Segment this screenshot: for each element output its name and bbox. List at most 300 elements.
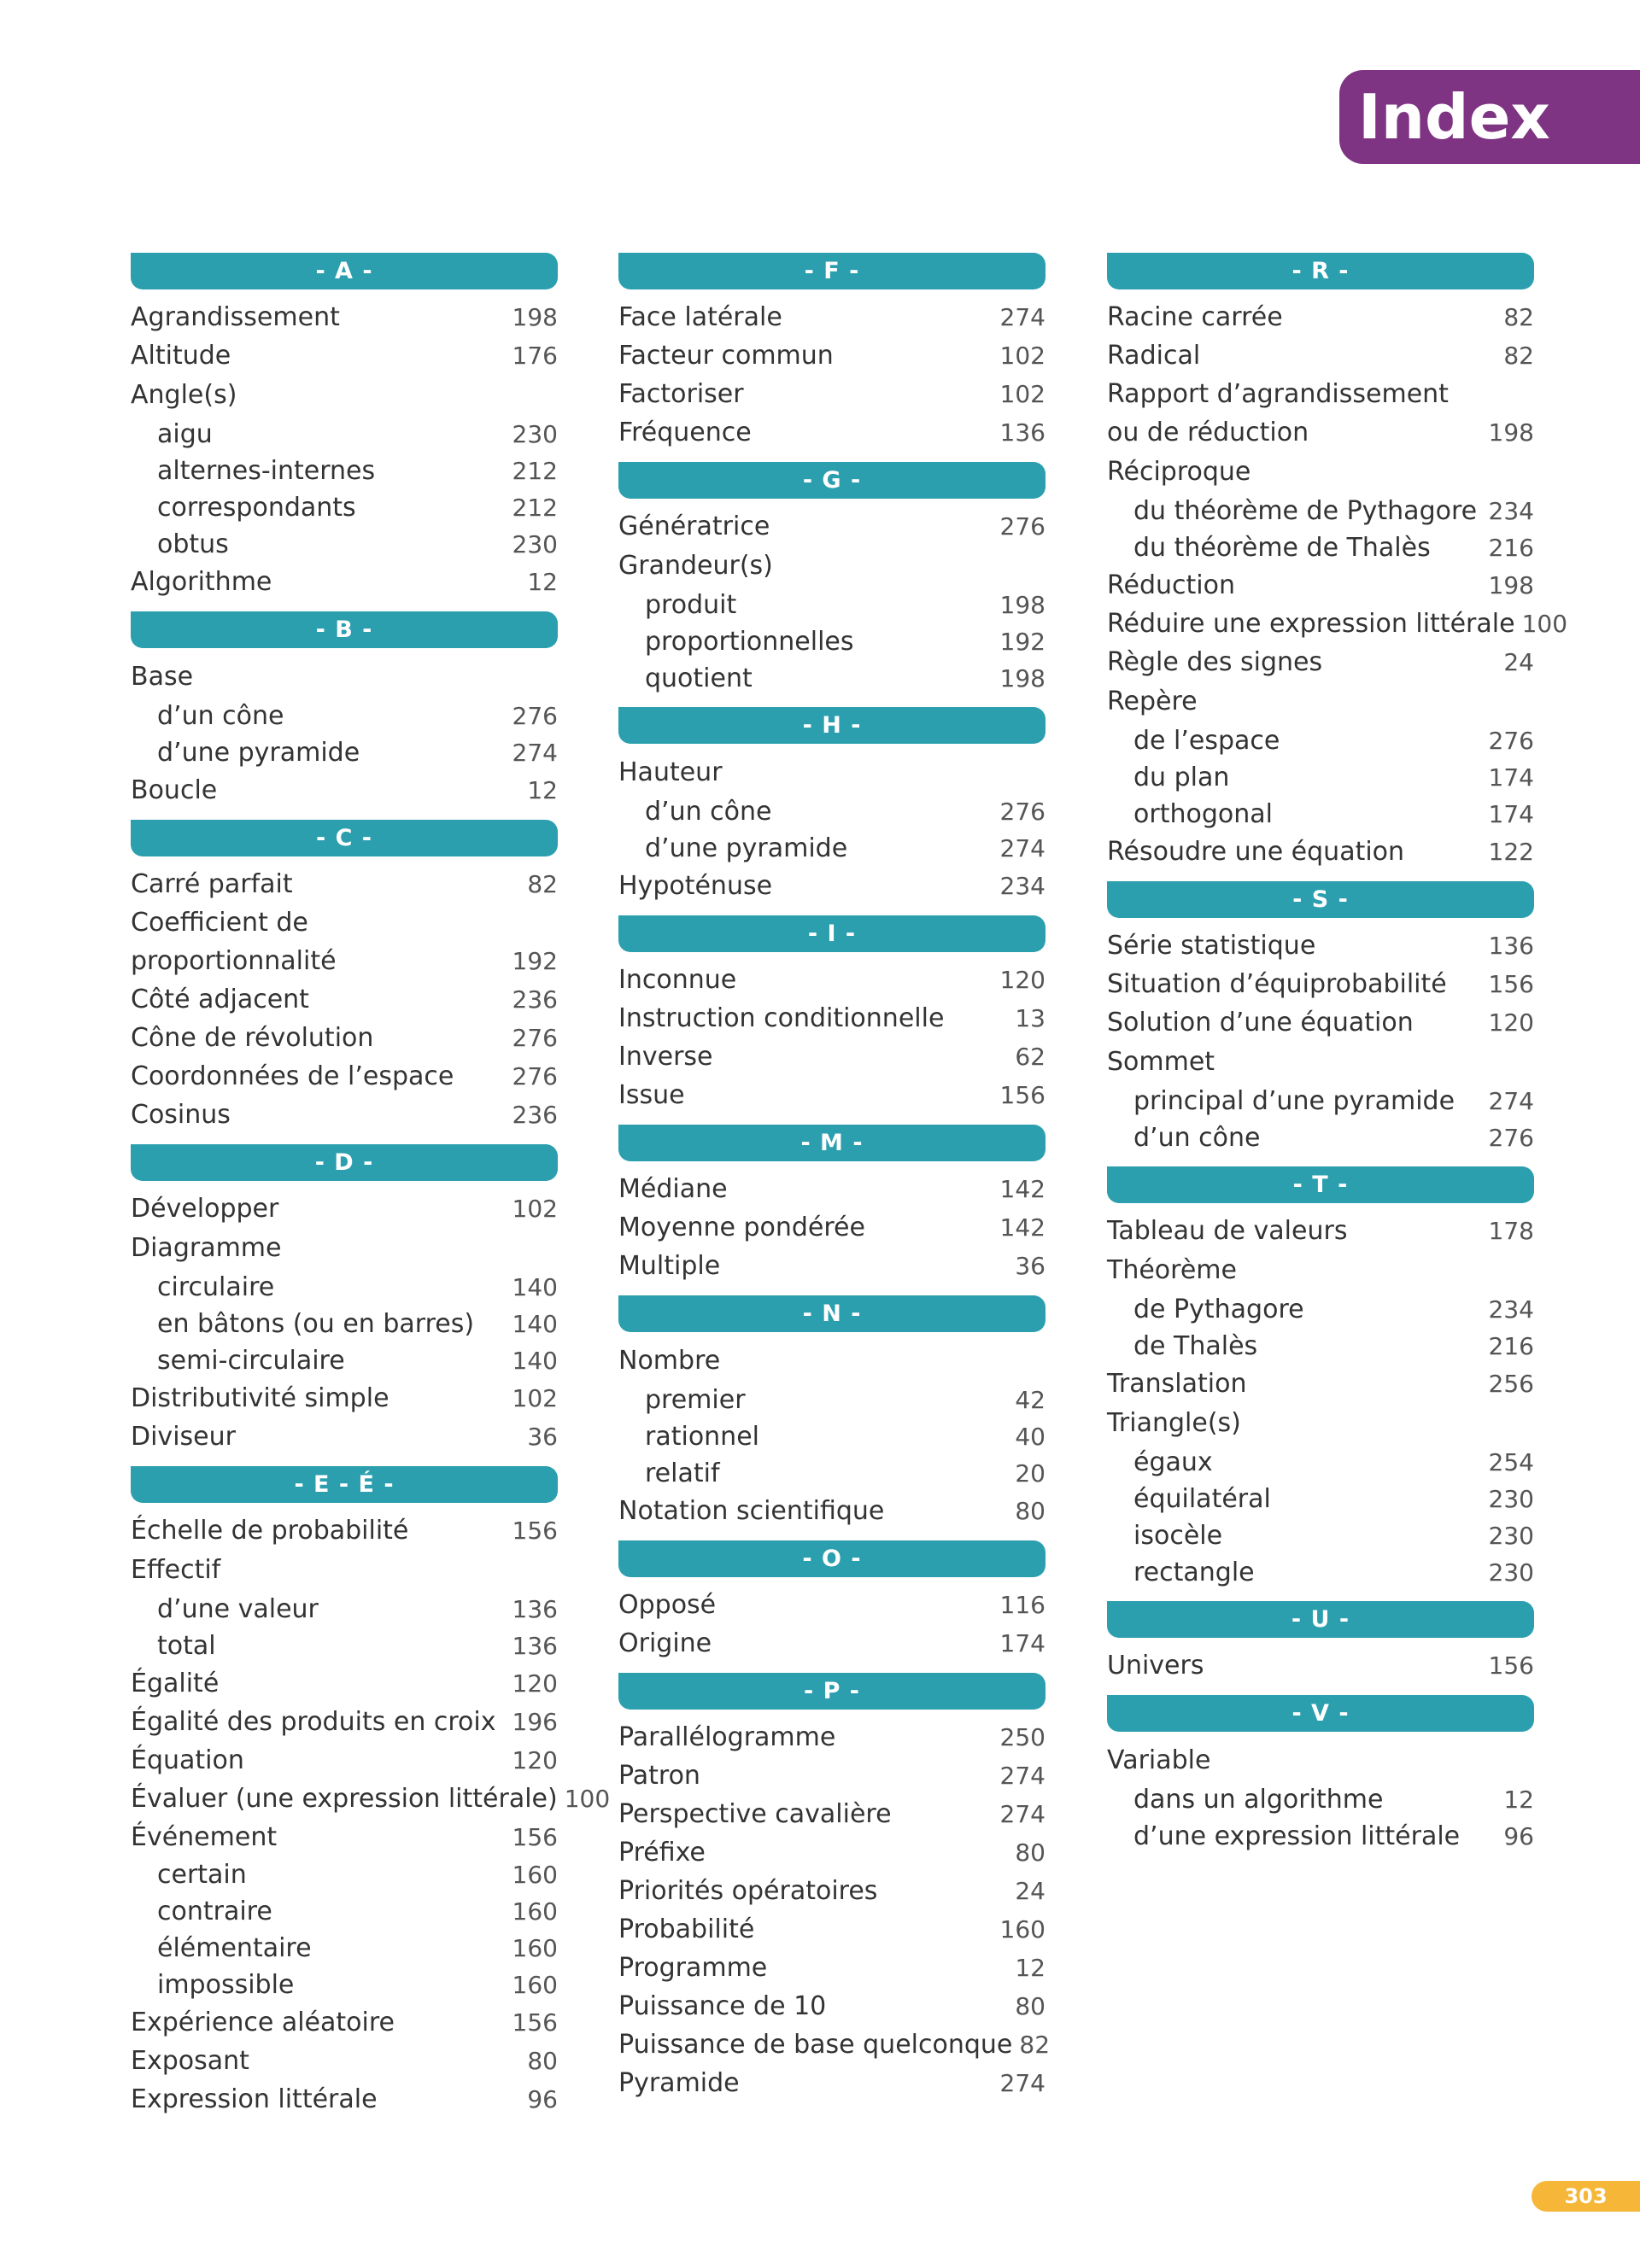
entry-term: Diagramme — [131, 1233, 282, 1263]
index-entry — [131, 1818, 558, 1856]
entry-term: Altitude — [131, 341, 231, 371]
letter-section — [1107, 881, 1534, 1156]
subentry-list — [618, 587, 1046, 697]
index-subentry — [645, 623, 1046, 660]
index-column — [1107, 253, 1568, 1865]
entry-page: 274 — [999, 2069, 1046, 2097]
entry-page: 160 — [512, 1971, 558, 1999]
index-entry — [1107, 1646, 1534, 1685]
index-entry — [1107, 1003, 1534, 1042]
index-entry — [131, 1379, 558, 1418]
index-entry — [618, 961, 1046, 999]
entry-page: 192 — [512, 947, 558, 975]
letter-heading: - O - — [618, 1540, 1046, 1577]
entry-page: 80 — [527, 2047, 558, 2075]
entry-page: 20 — [1015, 1459, 1046, 1488]
entry-page: 116 — [999, 1591, 1046, 1619]
letter-heading: - U - — [1107, 1601, 1534, 1638]
entry-term: Expression littérale — [131, 2084, 378, 2114]
index-entry — [1107, 605, 1568, 643]
entry-term: Parallélogramme — [618, 1722, 836, 1752]
entry-page: 80 — [1015, 1992, 1046, 2020]
entry-page: 120 — [512, 1669, 558, 1698]
index-entry — [131, 771, 558, 810]
entry-term: Variable — [1107, 1745, 1211, 1775]
index-subentry — [157, 1306, 558, 1342]
entry-page: 160 — [512, 1861, 558, 1889]
entry-page: 142 — [999, 1175, 1046, 1203]
entry-term: circulaire — [157, 1272, 275, 1302]
index-entry — [131, 980, 558, 1019]
entry-term: certain — [157, 1860, 247, 1890]
letter-heading: - D - — [131, 1144, 558, 1181]
entry-page: 80 — [1015, 1838, 1046, 1867]
letter-section — [618, 462, 1046, 697]
index-entry — [618, 1624, 1046, 1663]
entry-page: 174 — [1488, 763, 1534, 792]
letter-heading: - M - — [618, 1125, 1046, 1161]
entry-page: 42 — [1015, 1386, 1046, 1414]
entry-term: Cosinus — [131, 1100, 231, 1130]
entry-page: 178 — [1488, 1217, 1534, 1245]
entry-term: Notation scientifique — [618, 1496, 885, 1526]
entry-term: Pyramide — [618, 2068, 740, 2098]
letter-heading: - H - — [618, 707, 1046, 744]
entry-term: Triangle(s) — [1107, 1408, 1241, 1438]
entry-page: 234 — [1488, 497, 1534, 525]
index-subentry — [157, 1628, 558, 1664]
entry-page: 122 — [1488, 838, 1534, 866]
entry-term: en bâtons (ou en barres) — [157, 1309, 475, 1339]
entry-page: 136 — [999, 418, 1046, 447]
index-entry — [618, 1872, 1046, 1910]
entry-page: 100 — [1521, 610, 1568, 638]
entry-term: du théorème de Pythagore — [1133, 496, 1478, 526]
index-subentry — [157, 453, 558, 489]
entry-page: 40 — [1015, 1423, 1046, 1451]
entry-term: total — [157, 1631, 216, 1661]
entry-page: 274 — [1488, 1087, 1534, 1115]
index-entry — [131, 298, 558, 336]
entry-page: 274 — [999, 834, 1046, 862]
entry-term: Perspective cavalière — [618, 1799, 892, 1829]
entry-term: Multiple — [618, 1251, 721, 1281]
entry-page: 82 — [1503, 342, 1534, 370]
index-entry — [1107, 375, 1534, 413]
entry-page: 198 — [1488, 571, 1534, 599]
index-entry — [618, 336, 1046, 375]
entry-term: Hypoténuse — [618, 871, 773, 901]
entry-term: Instruction conditionnelle — [618, 1003, 945, 1033]
entry-page: 24 — [1015, 1877, 1046, 1905]
entry-page: 96 — [527, 2085, 558, 2113]
entry-page: 160 — [512, 1897, 558, 1926]
entry-page: 198 — [512, 303, 558, 331]
entry-term: obtus — [157, 529, 229, 559]
entry-page: 62 — [1015, 1043, 1046, 1071]
entry-page: 142 — [999, 1213, 1046, 1242]
entry-term: Fréquence — [618, 418, 752, 447]
entry-page: 250 — [999, 1723, 1046, 1751]
letter-section — [131, 611, 558, 810]
entry-term: proportionnelles — [645, 627, 854, 657]
index-entry — [1107, 965, 1534, 1003]
entry-term: semi-circulaire — [157, 1346, 345, 1376]
letter-section — [131, 1466, 611, 2119]
index-subentry — [157, 489, 558, 526]
entry-page: 212 — [512, 457, 558, 485]
index-entry — [131, 1511, 558, 1550]
entry-term: Hauteur — [618, 757, 723, 787]
entry-term: Face latérale — [618, 302, 782, 332]
index-subentry — [1133, 493, 1534, 529]
entry-term: Inconnue — [618, 965, 737, 995]
index-subentry — [157, 1930, 558, 1967]
letter-section — [618, 1673, 1051, 2102]
index-entry — [618, 1949, 1046, 1987]
index-entry — [1107, 1212, 1534, 1250]
entry-term: Égalité des produits en croix — [131, 1707, 496, 1737]
entry-page: 236 — [512, 985, 558, 1014]
index-entry — [1107, 643, 1534, 681]
index-entry — [618, 1586, 1046, 1624]
entry-term: Série statistique — [1107, 931, 1316, 961]
index-subentry — [645, 587, 1046, 623]
entry-term: produit — [645, 590, 737, 620]
entry-page: 276 — [1488, 1124, 1534, 1152]
entry-page: 256 — [1488, 1370, 1534, 1398]
entry-term: proportionnalité — [131, 946, 337, 976]
index-subentry — [157, 1893, 558, 1930]
index-entry-group — [618, 546, 1046, 697]
index-subentry — [1133, 1554, 1534, 1591]
entry-term: de Thalès — [1133, 1331, 1258, 1361]
entry-term: Puissance de base quelconque — [618, 2030, 1013, 2060]
entry-page: 82 — [1503, 303, 1534, 331]
entry-term: Rapport d’agrandissement — [1107, 379, 1449, 409]
index-entry — [131, 1057, 558, 1096]
entry-term: Réciproque — [1107, 457, 1251, 487]
index-entry — [1107, 566, 1534, 605]
entry-term: quotient — [645, 663, 753, 693]
index-entry — [618, 1076, 1046, 1114]
entry-term: du plan — [1133, 763, 1230, 792]
index-column — [131, 253, 611, 2129]
index-subentry — [157, 526, 558, 563]
subentry-list — [1107, 1083, 1534, 1156]
letter-section — [618, 253, 1046, 452]
entry-term: contraire — [157, 1897, 272, 1926]
entry-term: d’un cône — [157, 701, 284, 731]
entry-page: 12 — [527, 568, 558, 596]
index-entry — [131, 2042, 558, 2080]
index-entry-group — [1107, 1042, 1534, 1156]
entry-term: Échelle de probabilité — [131, 1516, 409, 1546]
entry-page: 276 — [1488, 727, 1534, 755]
index-entry — [131, 1664, 558, 1703]
index-subentry — [157, 1856, 558, 1893]
entry-page: 156 — [1488, 1651, 1534, 1680]
index-entry — [618, 375, 1046, 413]
entry-page: 276 — [999, 512, 1046, 541]
index-entry — [618, 1833, 1046, 1872]
letter-section — [618, 1540, 1046, 1663]
entry-term: correspondants — [157, 493, 356, 523]
index-subentry — [1133, 529, 1534, 566]
letter-heading: - T - — [1107, 1166, 1534, 1203]
letter-section — [618, 707, 1046, 905]
letter-section — [618, 1125, 1046, 1285]
entry-term: égaux — [1133, 1447, 1213, 1477]
entry-term: Distributivité simple — [131, 1383, 390, 1413]
entry-term: Boucle — [131, 775, 218, 805]
entry-term: Origine — [618, 1628, 712, 1658]
index-subentry — [645, 793, 1046, 830]
entry-page: 174 — [1488, 800, 1534, 828]
entry-page: 230 — [1488, 1485, 1534, 1513]
index-entry — [618, 1987, 1046, 2025]
entry-term: Repère — [1107, 687, 1198, 716]
index-subentry — [1133, 1481, 1534, 1517]
letter-section — [131, 253, 558, 601]
letter-heading: - C - — [131, 820, 558, 856]
entry-page: 274 — [999, 1762, 1046, 1790]
index-subentry — [645, 830, 1046, 867]
index-entry — [131, 1418, 558, 1456]
index-entry — [618, 1208, 1046, 1247]
entry-term: d’une expression littérale — [1133, 1821, 1461, 1851]
entry-term: Probabilité — [618, 1914, 755, 1944]
entry-term: Univers — [1107, 1651, 1204, 1681]
index-entry — [131, 1780, 611, 1818]
index-entry — [618, 999, 1046, 1038]
index-subentry — [1133, 759, 1534, 796]
letter-heading: - F - — [618, 253, 1046, 289]
entry-term: Médiane — [618, 1174, 728, 1204]
entry-term: d’un cône — [645, 797, 772, 827]
subentry-list — [131, 1591, 558, 1664]
index-entry-group — [131, 657, 558, 771]
page-number: 303 — [1532, 2181, 1640, 2212]
entry-page: 140 — [512, 1273, 558, 1301]
entry-term: Solution d’une équation — [1107, 1008, 1414, 1038]
subentry-list — [1107, 1781, 1534, 1855]
index-subentry — [1133, 1119, 1534, 1156]
subentry-list — [1107, 493, 1534, 566]
entry-term: Égalité — [131, 1669, 220, 1698]
entry-page: 230 — [1488, 1558, 1534, 1587]
entry-term: rectangle — [1133, 1558, 1255, 1587]
index-entry — [131, 1190, 558, 1228]
entry-term: Puissance de 10 — [618, 1991, 827, 2021]
entry-page: 82 — [1019, 2031, 1051, 2059]
index-title: Index — [1339, 70, 1640, 164]
subentry-list — [618, 1382, 1046, 1492]
entry-page: 234 — [1488, 1295, 1534, 1324]
entry-page: 216 — [1488, 1332, 1534, 1360]
entry-term: Résoudre une équation — [1107, 837, 1405, 867]
entry-term: Inverse — [618, 1042, 713, 1072]
entry-page: 156 — [512, 1517, 558, 1545]
entry-term: Réduire une expression littérale — [1107, 609, 1515, 639]
index-subentry — [1133, 1328, 1534, 1365]
entry-page: 230 — [512, 530, 558, 558]
entry-page: 136 — [512, 1632, 558, 1660]
entry-term: Réduction — [1107, 570, 1235, 600]
letter-section — [131, 1144, 558, 1456]
index-entry-group — [1107, 681, 1534, 833]
entry-term: de l’espace — [1133, 726, 1280, 756]
entry-page: 196 — [512, 1708, 558, 1736]
entry-term: du théorème de Thalès — [1133, 533, 1431, 563]
letter-heading: - V - — [1107, 1695, 1534, 1732]
entry-page: 230 — [512, 420, 558, 448]
entry-page: 120 — [512, 1746, 558, 1774]
index-entry — [131, 865, 558, 903]
entry-page: 254 — [1488, 1448, 1534, 1476]
entry-term: Nombre — [618, 1346, 721, 1376]
entry-term: Sommet — [1107, 1047, 1215, 1077]
entry-term: Agrandissement — [131, 302, 340, 332]
entry-term: aigu — [157, 419, 213, 449]
entry-page: 212 — [512, 494, 558, 522]
entry-page: 102 — [512, 1195, 558, 1223]
index-entry — [618, 1170, 1046, 1208]
entry-term: principal d’une pyramide — [1133, 1086, 1456, 1116]
entry-term: ou de réduction — [1107, 418, 1309, 447]
index-subentry — [645, 660, 1046, 697]
entry-page: 276 — [512, 1024, 558, 1052]
entry-term: Moyenne pondérée — [618, 1213, 865, 1242]
entry-term: orthogonal — [1133, 799, 1273, 829]
entry-term: Racine carrée — [1107, 302, 1283, 332]
entry-term: Génératrice — [618, 511, 770, 541]
entry-term: d’une valeur — [157, 1594, 319, 1624]
index-entry-group — [1107, 1740, 1534, 1855]
entry-page: 82 — [527, 870, 558, 898]
letter-heading: - R - — [1107, 253, 1534, 289]
subentry-list — [131, 1269, 558, 1379]
entry-term: Translation — [1107, 1369, 1247, 1399]
entry-page: 156 — [512, 1823, 558, 1851]
index-entry-group — [131, 1550, 558, 1664]
letter-heading: - I - — [618, 915, 1046, 952]
index-subentry — [645, 1418, 1046, 1455]
entry-term: relatif — [645, 1458, 720, 1488]
index-entry — [1107, 926, 1534, 965]
entry-page: 274 — [512, 739, 558, 767]
letter-heading: - S - — [1107, 881, 1534, 918]
entry-term: Diviseur — [131, 1422, 236, 1452]
entry-page: 160 — [512, 1934, 558, 1962]
index-entry — [131, 2080, 558, 2119]
entry-term: Tableau de valeurs — [1107, 1216, 1348, 1246]
entry-page: 174 — [999, 1629, 1046, 1657]
entry-term: Priorités opératoires — [618, 1876, 878, 1906]
entry-page: 136 — [512, 1595, 558, 1623]
letter-section — [1107, 253, 1568, 871]
index-subentry — [645, 1455, 1046, 1492]
letter-heading: - G - — [618, 462, 1046, 499]
entry-term: d’une pyramide — [645, 833, 848, 863]
index-entry — [131, 1096, 558, 1134]
subentry-list — [1107, 1444, 1534, 1591]
entry-page: 140 — [512, 1310, 558, 1338]
entry-page: 274 — [999, 303, 1046, 331]
index-entry — [131, 2003, 558, 2042]
letter-section — [1107, 1166, 1534, 1591]
letter-section — [131, 820, 558, 1134]
entry-term: Préfixe — [618, 1838, 706, 1868]
entry-term: Événement — [131, 1822, 278, 1852]
entry-term: impossible — [157, 1970, 295, 2000]
entry-term: Issue — [618, 1080, 685, 1110]
index-subentry — [1133, 1291, 1534, 1328]
entry-page: 156 — [512, 2008, 558, 2037]
entry-term: de Pythagore — [1133, 1295, 1304, 1324]
subentry-list — [131, 698, 558, 771]
index-entry-group — [131, 1228, 558, 1379]
entry-term: d’une pyramide — [157, 738, 360, 768]
entry-term: Angle(s) — [131, 380, 237, 410]
index-entry — [131, 563, 558, 601]
letter-heading: - A - — [131, 253, 558, 289]
entry-page: 80 — [1015, 1497, 1046, 1525]
entry-term: Patron — [618, 1761, 700, 1791]
index-entry — [618, 1757, 1046, 1795]
index-subentry — [1133, 1444, 1534, 1481]
letter-heading: - N - — [618, 1295, 1046, 1332]
entry-page: 198 — [1488, 418, 1534, 447]
index-entry — [618, 1795, 1046, 1833]
entry-page: 120 — [999, 966, 1046, 994]
index-column — [618, 253, 1051, 2113]
entry-page: 12 — [1015, 1954, 1046, 1982]
index-entry — [618, 298, 1046, 336]
index-entry — [131, 942, 558, 980]
index-subentry — [645, 1382, 1046, 1418]
index-subentry — [157, 698, 558, 734]
entry-page: 12 — [1503, 1786, 1534, 1814]
entry-term: premier — [645, 1385, 746, 1415]
entry-term: d’un cône — [1133, 1123, 1261, 1153]
entry-term: Grandeur(s) — [618, 551, 773, 581]
entry-term: Théorème — [1107, 1255, 1237, 1285]
subentry-list — [131, 416, 558, 563]
entry-term: Équation — [131, 1745, 244, 1775]
entry-term: Algorithme — [131, 567, 272, 597]
index-entry — [618, 867, 1046, 905]
index-entry — [618, 2025, 1051, 2064]
subentry-list — [1107, 1291, 1534, 1365]
entry-page: 156 — [1488, 970, 1534, 998]
index-subentry — [1133, 722, 1534, 759]
entry-page: 276 — [512, 702, 558, 730]
entry-term: Situation d’équiprobabilité — [1107, 969, 1447, 999]
index-entry — [618, 507, 1046, 546]
index-entry — [131, 1703, 558, 1741]
index-subentry — [157, 1967, 558, 2003]
entry-term: isocèle — [1133, 1521, 1223, 1551]
entry-page: 102 — [512, 1384, 558, 1412]
index-entry — [1107, 413, 1534, 452]
entry-page: 102 — [999, 342, 1046, 370]
entry-page: 198 — [999, 591, 1046, 619]
index-subentry — [157, 416, 558, 453]
letter-heading: - B - — [131, 611, 558, 648]
entry-term: Coefficient de — [131, 908, 308, 938]
entry-page: 276 — [512, 1062, 558, 1090]
